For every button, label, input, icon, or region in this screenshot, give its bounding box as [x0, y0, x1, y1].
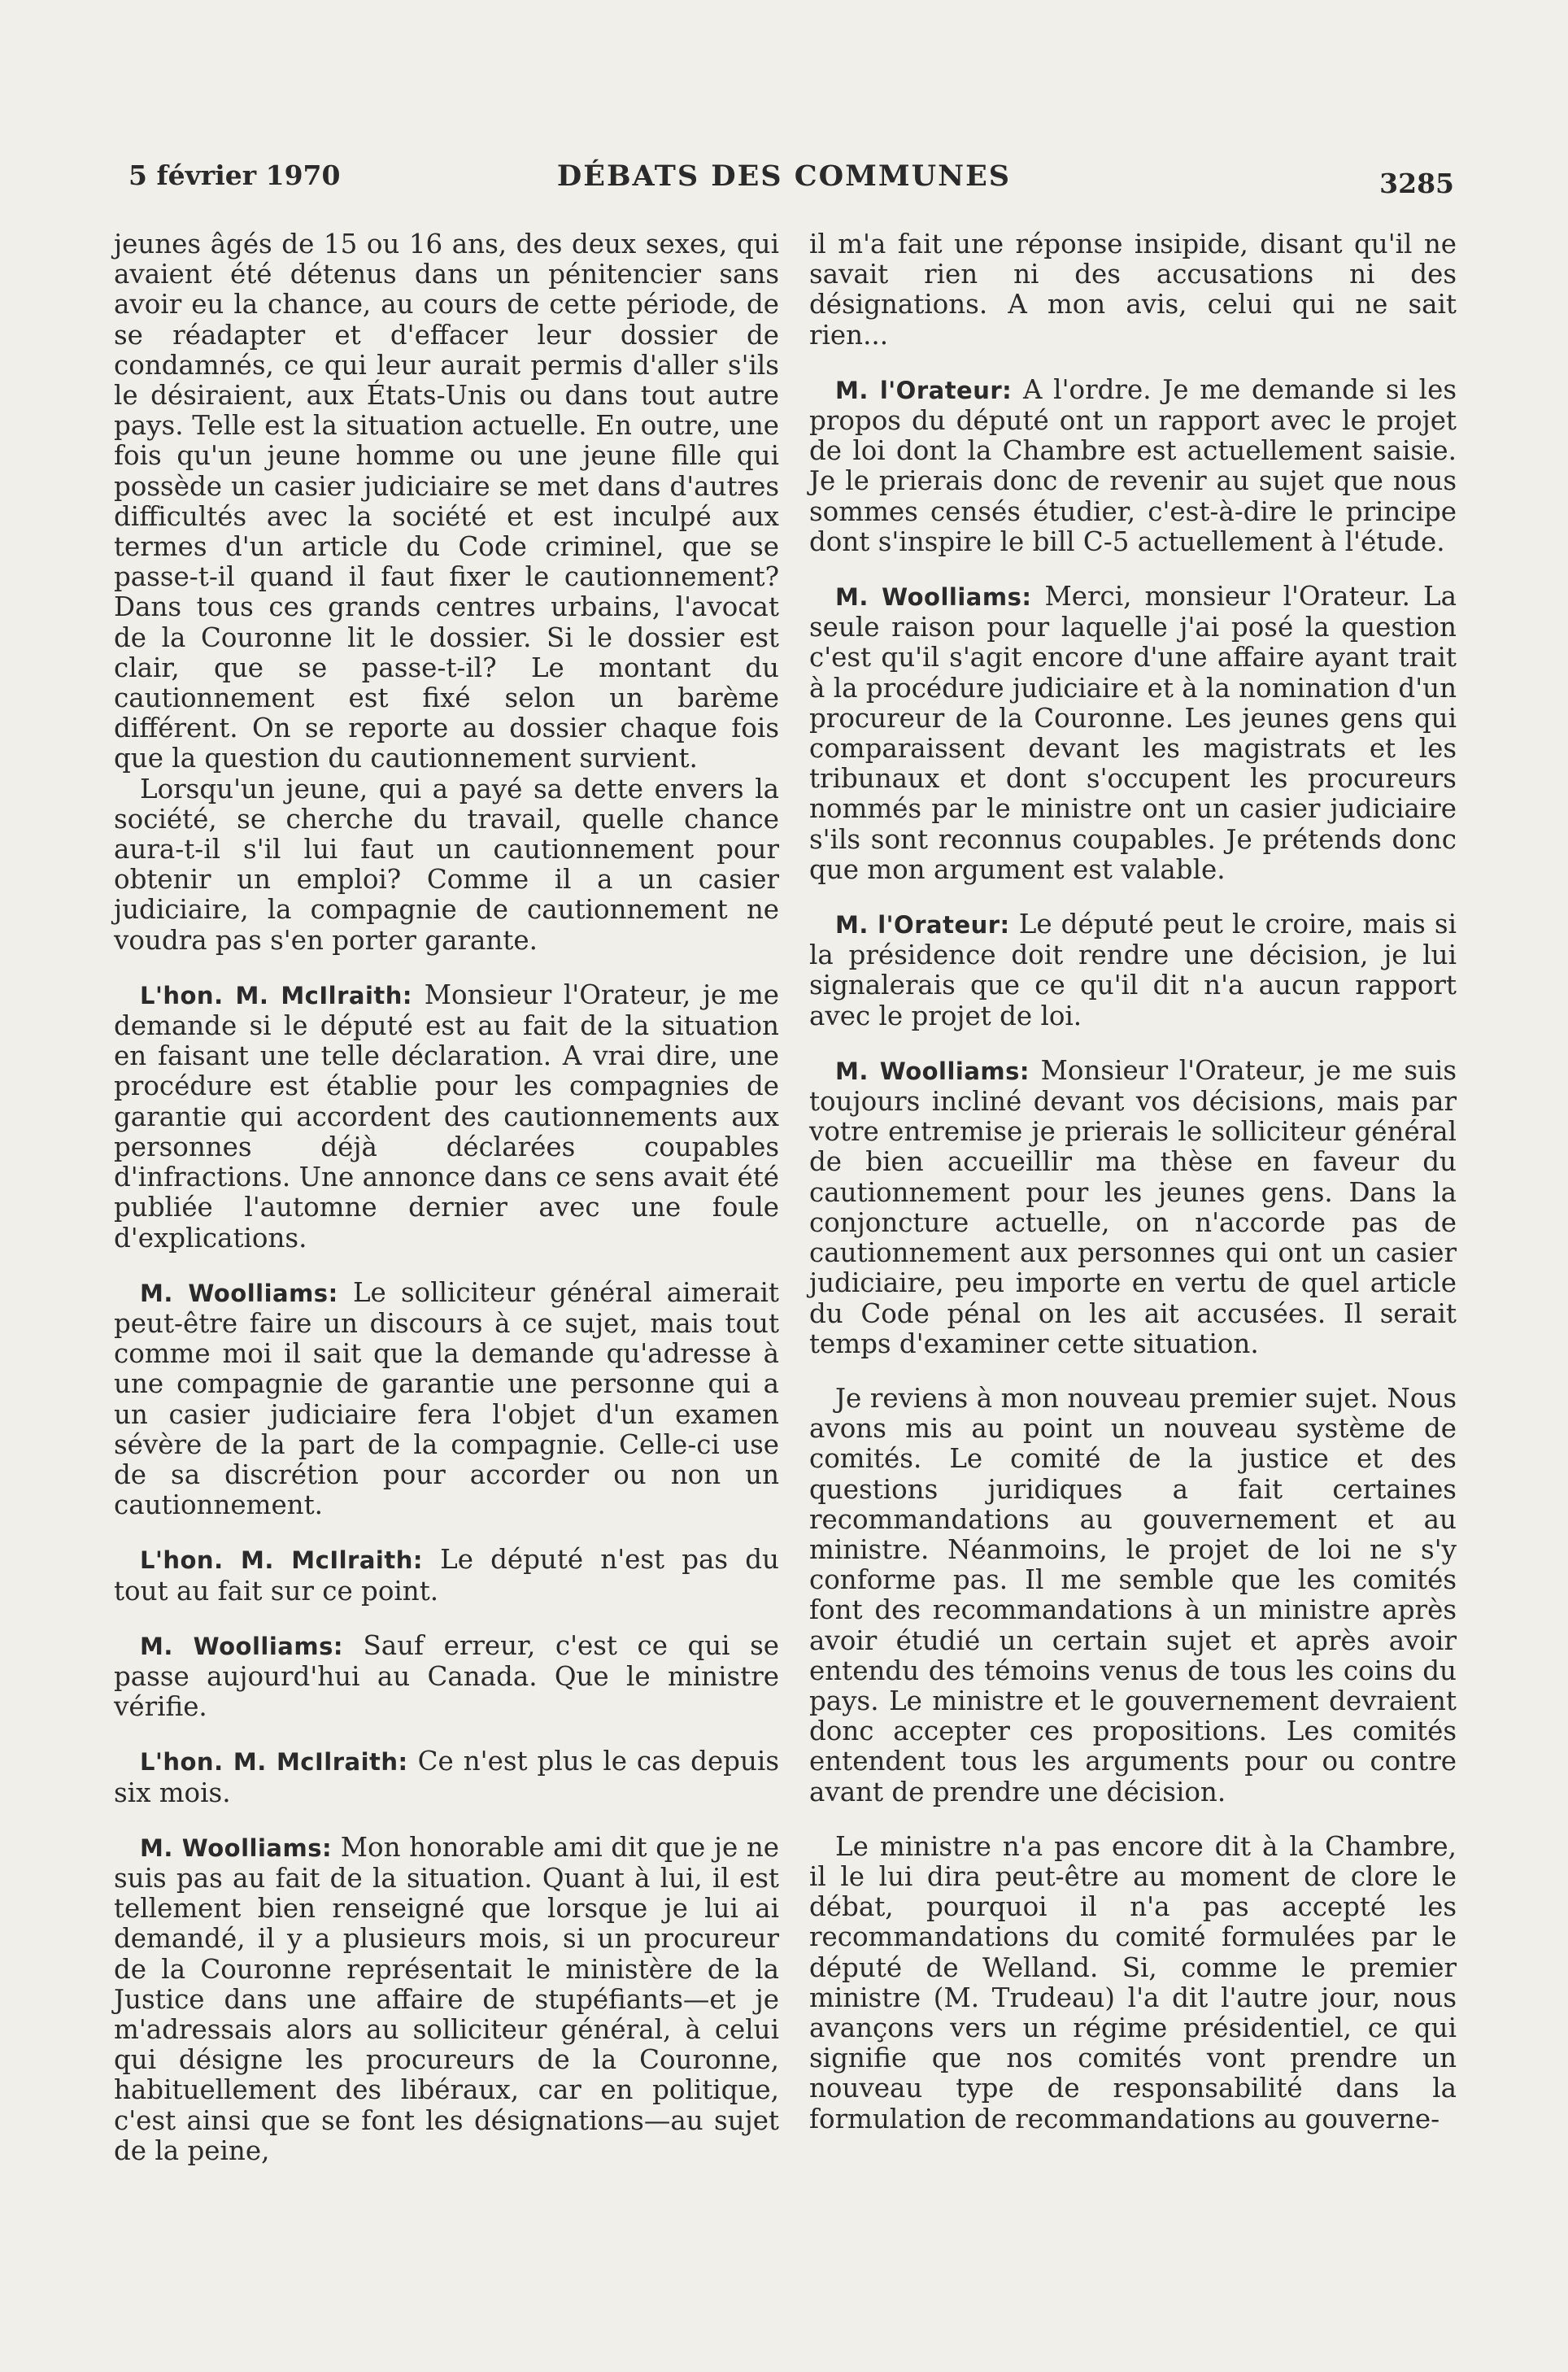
- paragraph-text: Merci, monsieur l'Orateur. La seule raison pour laquelle j'ai posé la question c'est qu'il s'agit encore d'une affaire ayant trait à la procédure judiciaire et à la nomination d'un procureur de la Couronne. Les jeunes gens qui comparaissent devant les magistrats et les tribunaux et dont s'occupent les procureurs nommés par le ministre ont un casier judiciaire s'ils sont reconnus coupables. Je prétends donc que mon argument est valable.: [809, 581, 1457, 885]
- paragraph-text: Le député n'est pas du tout au fait sur ce point.: [114, 1544, 779, 1607]
- paragraph: [114, 1746, 779, 1807]
- speaker-name: L'hon. M. McIlraith:: [140, 1546, 423, 1575]
- paragraph: [114, 1631, 779, 1723]
- paragraph-text: Monsieur l'Orateur, je me demande si le député est au fait de la situation en faisant une telle déclaration. A vrai dire, une procédure est établie pour les compagnies de garantie qui accordent des cautionnements aux personnes déjà déclarées coupables d'infractions. Une annonce dans ce sens avait été publiée l'automne dernier avec une foule d'explications.: [114, 979, 779, 1254]
- paragraph: [809, 582, 1457, 885]
- paragraph-text: Le député peut le croire, mais si la présidence doit rendre une décision, je lui signalerais que ce qu'il dit n'a aucun rapport avec le projet de loi.: [809, 909, 1457, 1031]
- paragraph-text: il m'a fait une réponse insipide, disant qu'il ne savait rien ni des accusations ni des désignations. A mon avis, celui qui ne sait rien...: [809, 229, 1457, 351]
- paragraph-text: Le solliciteur général aimerait peut-être faire un discours à ce sujet, mais tout comme moi il sait que la demande qu'adresse à une compagnie de garantie une personne qui a un casier judiciaire fera l'objet d'un examen sévère de la part de la compagnie. Celle-ci use de sa discrétion pour accorder ou non un cautionnement.: [114, 1276, 779, 1521]
- speaker-name: M. Woolliams:: [835, 1057, 1030, 1085]
- paragraph: [114, 980, 779, 1254]
- paragraph: [114, 1278, 779, 1521]
- paragraph-text: Monsieur l'Orateur, je me suis toujours incliné devant vos décisions, mais par votre entremise je prierais le solliciteur général de bien accueillir ma thèse en faveur du cautionnement pour les jeunes gens. Dans la conjoncture actuelle, on n'accorde pas de cautionnement aux personnes qui ont un casier judiciaire, peu importe en vertu de quel article du Code pénal on les ait accusées. Il serait temps d'examiner cette situation.: [809, 1054, 1457, 1359]
- paragraph-text: Lorsqu'un jeune, qui a payé sa dette envers la société, se cherche du travail, quelle chance aura-t-il s'il lui faut un cautionnement pour obtenir un emploi? Comme il a un casier judiciaire, la compagnie de cautionnement ne voudra pas s'en porter garante.: [114, 773, 779, 956]
- header-date: 5 février 1970: [128, 159, 341, 191]
- paragraph: [809, 1384, 1457, 1807]
- speaker-name: M. l'Orateur:: [835, 376, 1013, 404]
- speaker-name: M. Woolliams:: [140, 1834, 333, 1862]
- speaker-name: L'hon. M. McIlraith:: [140, 981, 413, 1009]
- paragraph-text: A l'ordre. Je me demande si les propos du député ont un rapport avec le projet de loi dont la Chambre est actuellement saisie. Je le prierais donc de revenir au sujet que nous sommes censés étudier, c'est-à-dire le principe dont s'inspire le bill C-5 actuellement à l'étude.: [809, 373, 1457, 557]
- paragraph-text: Le ministre n'a pas encore dit à la Chambre, il le lui dira peut-être au moment de clore le débat, pourquoi il n'a pas accepté les recommandations du comité formulées par le député de Welland. Si, comme le premier ministre (M. Trudeau) l'a dit l'autre jour, nous avançons vers un régime présidentiel, ce qui signifie que nos comités vont prendre un nouveau type de responsabilité dans la formulation de recommandations au gouverne-: [809, 1830, 1457, 2134]
- speaker-name: M. Woolliams:: [140, 1632, 343, 1660]
- paragraph-text: jeunes âgés de 15 ou 16 ans, des deux sexes, qui avaient été détenus dans un pénitencier sans avoir eu la chance, au cours de cette période, de se réadapter et d'effacer leur dossier de condamnés, ce qui leur aurait permis d'aller s'ils le désiraient, aux États-Unis ou dans tout autre pays. Telle est la situation actuelle. En outre, une fois qu'un jeune homme ou une jeune fille qui possède un casier judiciaire se met dans d'autres difficultés avec la société et est inculpé aux termes d'un article du Code criminel, que se passe-t-il quand il faut fixer le cautionnement? Dans tous ces grands centres urbains, l'avocat de la Couronne lit le dossier. Si le dossier est clair, que se passe-t-il? Le montant du cautionnement est fixé selon un barème différent. On se reporte au dossier chaque fois que la question du cautionnement survient.: [114, 229, 779, 774]
- paragraph: [809, 1832, 1457, 2134]
- paragraph: [114, 774, 779, 956]
- paragraph: [809, 909, 1457, 1031]
- speaker-name: M. l'Orateur:: [835, 911, 1010, 940]
- paragraph: [114, 229, 779, 774]
- left-column: [114, 229, 779, 2166]
- paragraph: [114, 1833, 779, 2166]
- paragraph-text: Ce n'est plus le cas depuis six mois.: [114, 1746, 779, 1808]
- page-number: 3285: [1379, 168, 1454, 199]
- speaker-name: M. Woolliams:: [140, 1279, 338, 1307]
- page-header: [0, 159, 1568, 208]
- speaker-name: M. Woolliams:: [835, 583, 1032, 612]
- right-column: [809, 229, 1457, 2134]
- speaker-name: L'hon. M. McIlraith:: [140, 1748, 408, 1777]
- paragraph: [809, 229, 1457, 351]
- paragraph: [114, 1545, 779, 1606]
- header-title: DÉBATS DES COMMUNES: [556, 159, 1012, 193]
- paragraph-text: Mon honorable ami dit que je ne suis pas au fait de la situation. Quant à lui, il est tellement bien renseigné que lorsque je lui ai demandé, il y a plusieurs mois, si un procureur de la Couronne représentait le ministère de la Justice dans une affaire de stupéfiants—et je m'adressais alors au solliciteur général, à celui qui désigne les procureurs de la Couronne, habituellement des libéraux, car en politique, c'est ainsi que se font les désignations—au sujet de la peine,: [114, 1831, 779, 2166]
- paragraph-text: Je reviens à mon nouveau premier sujet. Nous avons mis au point un nouveau système de comités. Le comité de la justice et des questions juridiques a fait certaines recommandations au gouvernement et au ministre. Néanmoins, le projet de loi ne s'y conforme pas. Il me semble que les comités font des recommandations à un ministre après avoir étudié un certain sujet et après avoir entendu des témoins venus de tous les coins du pays. Le ministre et le gouvernement devraient donc accepter ces propositions. Les comités entendent tous les arguments pour ou contre avant de prendre une décision.: [809, 1382, 1457, 1807]
- paragraph-text: Sauf erreur, c'est ce qui se passe aujourd'hui au Canada. Que le ministre vérifie.: [114, 1629, 780, 1723]
- paragraph: [809, 1056, 1457, 1359]
- paragraph: [809, 375, 1457, 557]
